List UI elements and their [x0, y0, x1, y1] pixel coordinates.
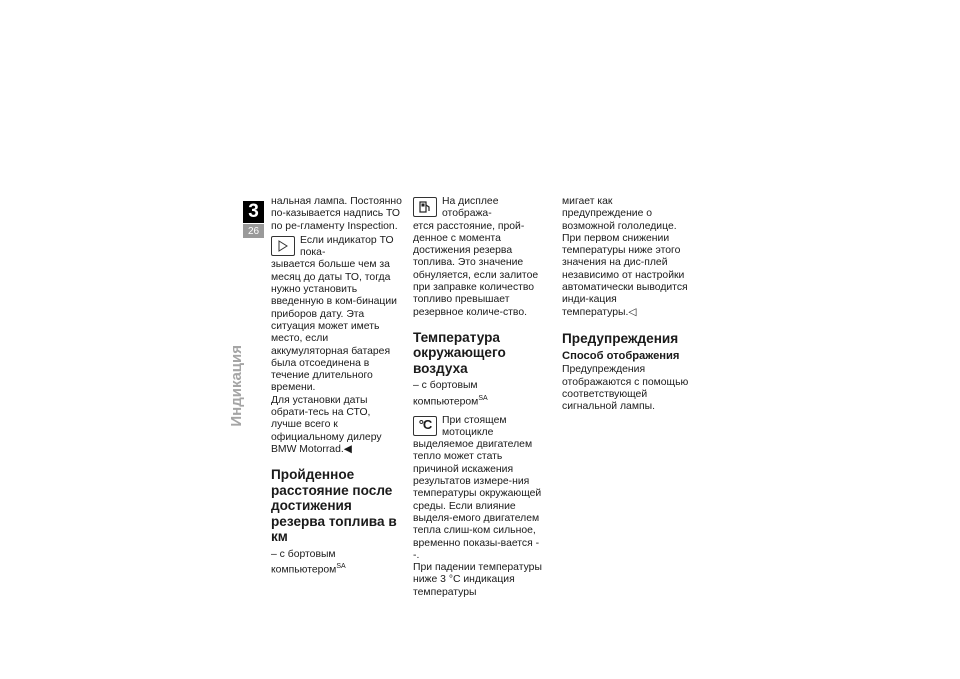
- option-onboard-computer-1: [271, 549, 402, 577]
- option1-text: – с бортовым компьютером: [271, 548, 337, 576]
- col3-paragraph-1: мигает как предупреждение о возможной гололедице. При первом снижении температуры ниже этого значения на дис-плей независимо от настройки автоматически выводится инди-кация температуры.◁: [562, 196, 688, 318]
- heading-reserve-distance: Пройденное расстояние после достижения резерва топлива в км: [271, 467, 397, 545]
- fuel-line-b: ется расстояние, прой-: [413, 220, 525, 232]
- temperature-icon-label: °C: [418, 417, 432, 433]
- subheading-display-method: Способ отображения: [562, 350, 680, 363]
- temp-line-a: При стоящем мотоцикле: [442, 414, 507, 438]
- fuel-note: [413, 196, 544, 319]
- temp-line-b: выделяемое двигателем: [413, 439, 533, 451]
- fuel-line-a: На дисплее отобража-: [442, 196, 499, 220]
- heading-ambient-temperature: Температура окружающего воздуха: [413, 329, 506, 376]
- note1-line-b: зывается больше чем за: [271, 259, 390, 271]
- col1-paragraph-1: нальная лампа. Постоянно по-казывается надпись ТО по ре-гламенту Inspection.: [271, 196, 402, 232]
- fuel-pump-icon: [413, 197, 437, 217]
- column-1: [271, 196, 402, 577]
- column-3: [562, 196, 693, 414]
- temperature-icon: [413, 416, 437, 436]
- note-triangle-icon: [271, 236, 295, 256]
- temp-line-c: тепло может стать причиной искажения результатов измере-ния температуры окружающей среды. Если влияние выделя-емого двигателем тепла слиш-ком сильное, временно показы-вается --.: [413, 451, 542, 561]
- chapter-number: 3: [243, 201, 264, 223]
- heading-warnings: Предупреждения: [562, 330, 679, 346]
- temp-line-d: При падении температуры ниже 3 °C индикация температуры: [413, 562, 542, 598]
- option1-sup: SA: [336, 563, 346, 571]
- option2-text: – с бортовым компьютером: [413, 380, 479, 408]
- chapter-title-text: Индикация: [228, 345, 245, 427]
- option2-sup: SA: [478, 394, 488, 402]
- column-2: [413, 196, 544, 599]
- option-onboard-computer-2: [413, 380, 544, 408]
- service-note: [271, 235, 402, 395]
- col1-paragraph-2: Для установки даты обрати-тесь на СТО, лучше всего к официальному дилеру BMW Motorrad.◀: [271, 394, 382, 455]
- note1-line-a: Если индикатор ТО пока-: [300, 234, 394, 259]
- note1-line-c: месяц до даты ТО, тогда нужно установить введенную в ком-бинации приборов дату. Эта ситуация может иметь место, если аккумуляторная батарея была отсоединена в течение длительного времени.: [271, 271, 397, 394]
- page-number: 26: [243, 224, 264, 238]
- temperature-note: [413, 415, 544, 563]
- fuel-line-c: денное с момента достижения резерва топлива. Это значение обнуляется, если залитое при заправке количество топливо превышает резервное количе-ство.: [413, 232, 539, 318]
- col3-paragraph-2: Предупреждения отображаются с помощью соответствующей сигнальной лампы.: [562, 364, 689, 413]
